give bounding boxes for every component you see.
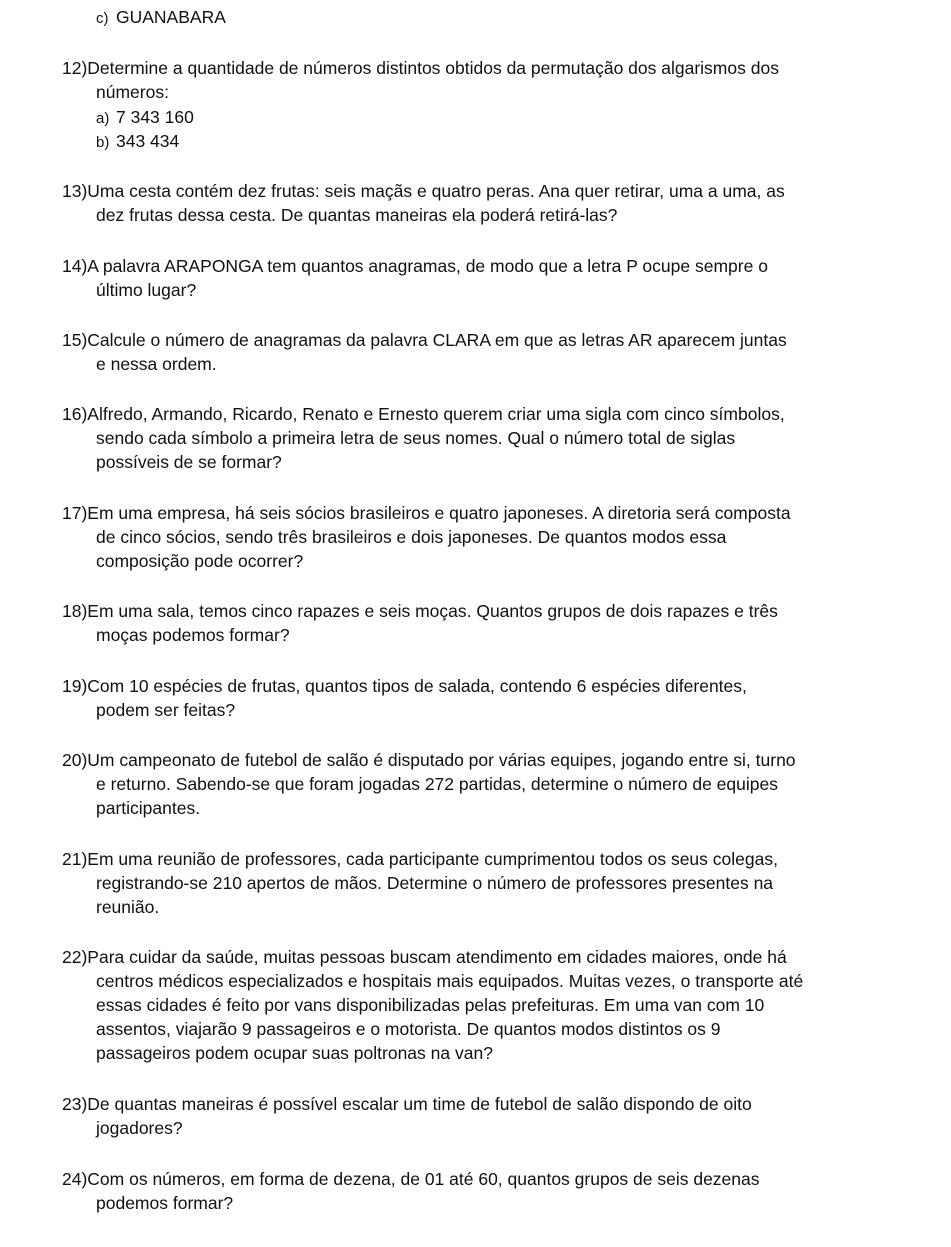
question-line: passageiros podem ocupar suas poltronas na van? (96, 1043, 493, 1063)
question-line: possíveis de se formar? (96, 452, 282, 472)
option-b (96, 130, 179, 154)
option-c (96, 6, 226, 30)
question-line: números: (96, 82, 169, 102)
question-12 (62, 57, 779, 79)
question-line: e returno. Sabendo-se que foram jogadas 272 partidas, determine o número de equipes (96, 774, 778, 794)
option-letter: a) (96, 110, 110, 127)
question-number: 21) (62, 849, 88, 869)
question-number: 20) (62, 750, 88, 770)
question-line: de cinco sócios, sendo três brasileiros e dois japoneses. De quantos modos essa (96, 527, 727, 547)
question-line: Em uma reunião de professores, cada participante cumprimentou todos os seus colegas, (87, 849, 778, 869)
question-15 (62, 329, 787, 351)
option-text: GUANABARA (116, 7, 226, 27)
question-number: 17) (62, 503, 88, 523)
question-number: 16) (62, 404, 88, 424)
question-13 (62, 180, 785, 202)
question-line: Em uma sala, temos cinco rapazes e seis moças. Quantos grupos de dois rapazes e três (87, 601, 778, 621)
question-line: Um campeonato de futebol de salão é disputado por várias equipes, jogando entre si, turno (87, 750, 796, 770)
question-number: 23) (62, 1094, 88, 1114)
question-24 (62, 1168, 760, 1190)
question-line: podemos formar? (96, 1193, 234, 1213)
question-number: 19) (62, 676, 88, 696)
option-letter: c) (96, 10, 109, 27)
question-line: Com os números, em forma de dezena, de 01 até 60, quantos grupos de seis dezenas (87, 1169, 760, 1189)
question-line: participantes. (96, 798, 201, 818)
question-23 (62, 1093, 752, 1115)
question-number: 12) (62, 58, 88, 78)
option-a (96, 106, 194, 130)
question-line: centros médicos especializados e hospitais mais equipados. Muitas vezes, o transporte até (96, 971, 804, 991)
question-number: 15) (62, 330, 88, 350)
question-19 (62, 675, 747, 697)
question-line: composição pode ocorrer? (96, 551, 304, 571)
question-line: Uma cesta contém dez frutas: seis maçãs e quatro peras. Ana quer retirar, uma a uma, as (87, 181, 785, 201)
question-line: último lugar? (96, 280, 197, 300)
question-22 (62, 946, 787, 968)
question-17 (62, 502, 791, 524)
option-text: 343 434 (116, 131, 180, 151)
option-letter: b) (96, 134, 110, 151)
question-18 (62, 600, 778, 622)
question-line: Determine a quantidade de números distintos obtidos da permutação dos algarismos dos (87, 58, 779, 78)
question-line: podem ser feitas? (96, 700, 236, 720)
question-line: Calcule o número de anagramas da palavra CLARA em que as letras AR aparecem juntas (87, 330, 787, 350)
question-14 (62, 255, 768, 277)
question-number: 18) (62, 601, 88, 621)
question-line: moças podemos formar? (96, 625, 290, 645)
question-line: A palavra ARAPONGA tem quantos anagramas, de modo que a letra P ocupe sempre o (87, 256, 768, 276)
question-line: e nessa ordem. (96, 354, 217, 374)
question-line: reunião. (96, 897, 160, 917)
question-line: sendo cada símbolo a primeira letra de seus nomes. Qual o número total de siglas (96, 428, 736, 448)
question-line: Com 10 espécies de frutas, quantos tipos de salada, contendo 6 espécies diferentes, (87, 676, 747, 696)
question-line: essas cidades é feito por vans disponibilizadas pelas prefeituras. Em uma van com 10 (96, 995, 765, 1015)
question-number: 14) (62, 256, 88, 276)
question-line: De quantas maneiras é possível escalar um time de futebol de salão dispondo de oito (87, 1094, 752, 1114)
question-16 (62, 403, 785, 425)
option-text: 7 343 160 (116, 107, 194, 127)
question-line: Alfredo, Armando, Ricardo, Renato e Ernesto querem criar uma sigla com cinco símbolos, (87, 404, 785, 424)
question-line: dez frutas dessa cesta. De quantas maneiras ela poderá retirá-las? (96, 205, 618, 225)
question-number: 22) (62, 947, 88, 967)
question-number: 24) (62, 1169, 88, 1189)
question-20 (62, 749, 796, 771)
question-21 (62, 848, 778, 870)
question-line: jogadores? (96, 1118, 183, 1138)
question-line: Em uma empresa, há seis sócios brasileiros e quatro japoneses. A diretoria será composta (87, 503, 791, 523)
question-line: registrando-se 210 apertos de mãos. Determine o número de professores presentes na (96, 873, 774, 893)
question-line: assentos, viajarão 9 passageiros e o motorista. De quantos modos distintos os 9 (96, 1019, 721, 1039)
question-line: Para cuidar da saúde, muitas pessoas buscam atendimento em cidades maiores, onde há (87, 947, 787, 967)
question-number: 13) (62, 181, 88, 201)
